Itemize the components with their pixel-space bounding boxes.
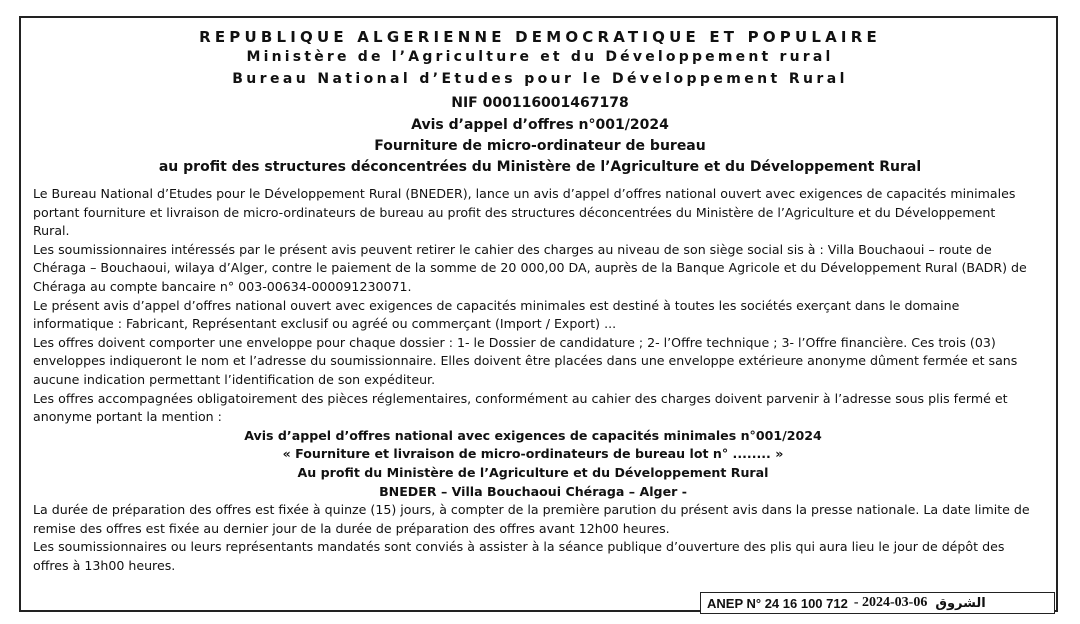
paragraph-withdrawal: Les soumissionnaires intéressés par le présent avis peuvent retirer le cahier des charges au niveau de son siège social sis à : Villa Bouchaoui – route de Chéraga – Bouchaoui, wilaya d’Alger, contre le paiement de la somme de 20 000,00 DA, auprès de la Banque Agricole et du Développement Rural (BADR) de Chéraga au compte bancaire n° 003-00634-000091230071. [33,241,1027,294]
mention-line-1: Avis d’appel d’offres national avec exigences de capacités minimales n°001/2024 [244,427,822,443]
tender-object: Fourniture de micro-ordinateur de bureau [374,138,706,154]
notice-body [33,185,1033,575]
publication-date: - 2024-03-06 [853,595,928,610]
bureau-title: Bureau National d’Etudes pour le Développement Rural [232,71,848,87]
paragraph-eligibility: Le présent avis d’appel d’offres national ouvert avec exigences de capacités minimales est destiné à toutes les sociétés exerçant dans le domaine informatique : Fabricant, Représentant exclusif ou agréé ou commerçant (Import / Export) ... [33,297,960,332]
paragraph-intro: Le Bureau National d’Etudes pour le Développement Rural (BNEDER), lance un avis d’appel d’offres national ouvert avec exigences de capacités minimales portant fourniture et livraison de micro-ordinateurs de bureau au profit des structures déconcentrées du Ministère de l’Agriculture et du Développement Rural. [33,186,1016,239]
mention-line-3: Au profit du Ministère de l’Agriculture et du Développement Rural [297,464,769,480]
ministry-title: Ministère de l’Agriculture et du Développement rural [246,49,834,65]
paragraph-envelopes: Les offres doivent comporter une enveloppe pour chaque dossier : 1- le Dossier de candidature ; 2- l’Offre technique ; 3- l’Offre financière. Ces trois (03) enveloppes indiqueront le nom et l’adresse du soumissionnaire. Elles doivent être placées dans une enveloppe extérieure anonyme dûment fermée et sans aucune indication permettant l’identification de son expéditeur. [33,334,1018,387]
anep-footer [700,592,1055,614]
mention-line-2: « Fourniture et livraison de micro-ordinateurs de bureau lot n° ........ » [282,446,784,462]
paragraph-opening: Les soumissionnaires ou leurs représentants mandatés sont conviés à assister à la séance publique d’ouverture des plis qui aura lieu le jour de dépôt des offres à 13h00 heures. [33,539,1005,573]
anep-reference: ANEP N° 24 16 100 712 [707,595,848,611]
tender-number: Avis d’appel d’offres n°001/2024 [411,117,669,133]
tender-beneficiary: au profit des structures déconcentrées du Ministère de l’Agriculture et du Développement Rural [158,159,922,175]
newspaper-name: الشروق [935,595,986,611]
mention-line-4: BNEDER – Villa Bouchaoui Chéraga – Alger - [379,483,687,499]
republic-title: REPUBLIQUE ALGERIENNE DEMOCRATIQUE ET POPULAIRE [199,28,881,46]
paragraph-deadline: La durée de préparation des offres est fixée à quinze (15) jours, à compter de la première parution du présent avis dans la presse nationale. La date limite de remise des offres est fixée au dernier jour de la durée de préparation des offres avant 12h00 heures. [33,502,1030,536]
paragraph-submission: Les offres accompagnées obligatoirement des pièces réglementaires, conformément au cahier des charges doivent parvenir à l’adresse sous plis fermé et anonyme portant la mention : [33,390,1008,425]
nif-number: NIF 000116001467178 [451,95,629,111]
